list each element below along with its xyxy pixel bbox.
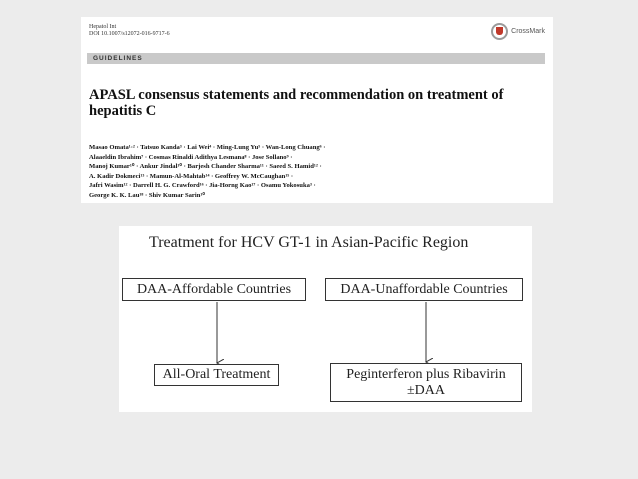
peginterferon-box: [330, 363, 522, 402]
section-label: GUIDELINES: [87, 53, 545, 64]
all-oral-treatment-box: All-Oral Treatment: [154, 364, 279, 386]
daa-optional-label: ±DAA: [406, 382, 445, 398]
flowchart-title: Treatment for HCV GT-1 in Asian-Pacific Region: [149, 234, 469, 251]
author-list: [89, 143, 549, 201]
author-line: Alaaeldin Ibrahim⁷ · Cosmas Rinaldi Adithya Lesmana⁸ · Jose Sollano⁹ ·: [89, 153, 293, 161]
crossmark-icon: [491, 23, 508, 40]
author-line: Masao Omata¹·² · Tatsuo Kanda³ · Lai Wei⁴ · Ming-Lung Yu⁵ · Wan-Long Chuang⁶ ·: [89, 144, 326, 151]
peginterferon-label: Peginterferon plus Ribavirin: [346, 366, 506, 382]
journal-name: Hepatol Int: [89, 24, 117, 30]
author-line: Manoj Kumar¹⁰ · Ankur Jindal¹⁰ · Barjesh Chander Sharma¹¹ · Saeed S. Hamid¹² ·: [89, 163, 322, 171]
author-line: George K. K. Lau¹⁸ · Shiv Kumar Sarin¹⁰: [89, 191, 205, 199]
paper-header-panel: [81, 17, 553, 203]
crossmark-badge[interactable]: [491, 23, 545, 40]
crossmark-label: CrossMark: [511, 28, 545, 35]
daa-unaffordable-box: DAA-Unaffordable Countries: [325, 278, 523, 301]
paper-title: APASL consensus statements and recommendation on treatment of hepatitis C: [89, 87, 504, 119]
author-line: Jafri Wasim¹² · Darrell H. G. Crawford¹⁶ · Jia-Horng Kao¹⁷ · Osamu Yokosuka³ ·: [89, 182, 316, 190]
treatment-flowchart: [119, 226, 532, 412]
daa-affordable-box: DAA-Affordable Countries: [122, 278, 306, 301]
author-line: A. Kadir Dokmeci¹³ · Mamun-Al-Mahtab¹⁴ · Geoffrey W. McCaughan¹⁵ ·: [89, 172, 294, 180]
journal-doi: DOI 10.1007/s12072-016-9717-6: [89, 31, 170, 37]
journal-info: [89, 24, 170, 38]
